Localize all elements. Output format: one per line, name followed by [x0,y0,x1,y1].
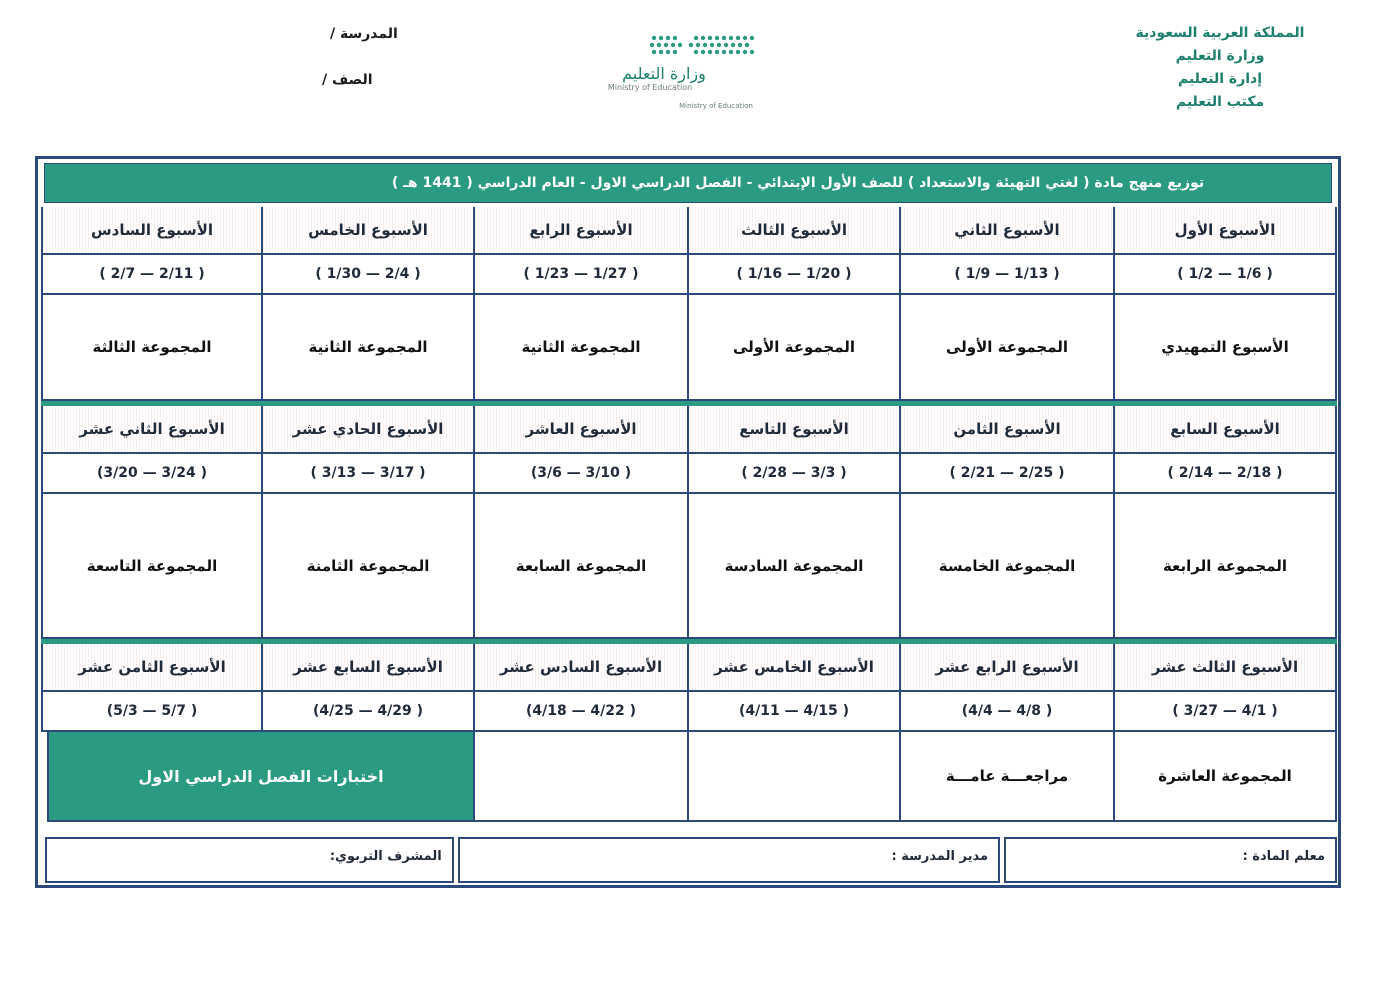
date-cell: ( 1/23 — 1/27 ) [473,255,687,295]
week-header-cell: الأسبوع الثاني [899,207,1113,255]
signature-row [41,837,1337,883]
date-cell: ( 1/9 — 1/13 ) [899,255,1113,295]
ministry-logo [592,30,762,115]
content-cell: المجموعة التاسعة [41,494,261,639]
date-cell: ( 1/30 — 2/4 ) [261,255,473,295]
content-row [41,295,1337,401]
date-row [41,255,1337,295]
content-cell: المجموعة الثانية [473,295,687,401]
week-header-cell: الأسبوع الخامس [261,207,473,255]
class-label: الصف / [322,72,373,88]
ministry-line: المملكة العربية السعودية [1135,25,1305,41]
date-cell: ( 2/14 — 2/18 ) [1113,454,1337,494]
content-cell: المجموعة الأولى [899,295,1113,401]
logo-arabic: وزارة التعليم [622,64,706,83]
exam-cell: اختبارات الفصل الدراسي الاول [47,732,473,822]
content-cell: المجموعة الرابعة [1113,494,1337,639]
content-cell: المجموعة الثانية [261,295,473,401]
curriculum-table [35,156,1341,888]
date-cell: (4/25 — 4/29 ) [261,692,473,732]
logo-english-small: Ministry of Education [679,102,753,110]
date-cell: ( 2/7 — 2/11 ) [41,255,261,295]
ministry-header [1130,22,1310,114]
teacher-signature: معلم المادة : [1004,837,1337,883]
date-cell: (4/4 — 4/8 ) [899,692,1113,732]
week-header-cell: الأسبوع الثالث عشر [1113,644,1337,692]
content-cell: الأسبوع التمهيدي [1113,295,1337,401]
content-cell: مراجعـــة عامـــة [899,732,1113,822]
date-cell: ( 1/16 — 1/20 ) [687,255,899,295]
content-cell [473,732,687,822]
week-header-cell: الأسبوع الرابع [473,207,687,255]
week-header-cell: الأسبوع السادس [41,207,261,255]
date-cell: ( 3/13 — 3/17 ) [261,454,473,494]
table-title [44,163,1332,203]
date-cell: (5/3 — 5/7 ) [41,692,261,732]
week-header-cell: الأسبوع الثاني عشر [41,406,261,454]
content-row [41,494,1337,639]
date-cell: ( 2/21 — 2/25 ) [899,454,1113,494]
supervisor-signature: المشرف التربوي: [45,837,454,883]
table-title-text: توزيع منهج مادة ( لغتي التهيئة والاستعداد ) للصف الأول الإبتدائي - الفصل الدراسي الاول - العام الدراسي ( 1441 هـ ) [391,175,1205,191]
date-cell: (4/18 — 4/22 ) [473,692,687,732]
content-cell: المجموعة الخامسة [899,494,1113,639]
week-header-cell: الأسبوع العاشر [473,406,687,454]
week-header-row [41,207,1337,255]
date-cell: ( 1/2 — 1/6 ) [1113,255,1337,295]
date-row [41,692,1337,732]
date-cell: (4/11 — 4/15 ) [687,692,899,732]
week-header-cell: الأسبوع السابع [1113,406,1337,454]
week-header-cell: الأسبوع الثامن [899,406,1113,454]
content-cell: المجموعة السادسة [687,494,899,639]
content-cell: المجموعة الثامنة [261,494,473,639]
date-cell: (3/6 — 3/10 ) [473,454,687,494]
ministry-line: مكتب التعليم [1175,94,1265,110]
content-cell: المجموعة الأولى [687,295,899,401]
date-cell: (3/20 — 3/24 ) [41,454,261,494]
content-cell: المجموعة الثالثة [41,295,261,401]
week-header-cell: الأسبوع الخامس عشر [687,644,899,692]
date-cell: ( 3/27 — 4/1 ) [1113,692,1337,732]
principal-signature: مدير المدرسة : [458,837,1000,883]
week-header-cell: الأسبوع الثامن عشر [41,644,261,692]
week-header-cell: الأسبوع الثالث [687,207,899,255]
ministry-line: وزارة التعليم [1175,48,1265,64]
school-label: المدرسة / [330,26,398,42]
week-header-cell: الأسبوع التاسع [687,406,899,454]
week-header-cell: الأسبوع الحادي عشر [261,406,473,454]
content-cell: المجموعة السابعة [473,494,687,639]
ministry-line: إدارة التعليم [1177,71,1263,87]
content-cell: المجموعة العاشرة [1113,732,1337,822]
week-header-cell: الأسبوع السابع عشر [261,644,473,692]
logo-english: Ministry of Education [607,83,693,92]
table-grid [41,207,1337,822]
content-cell [687,732,899,822]
date-cell: ( 2/28 — 3/3 ) [687,454,899,494]
date-row [41,454,1337,494]
content-row [41,732,1337,822]
week-header-cell: الأسبوع السادس عشر [473,644,687,692]
week-header-row [41,644,1337,692]
week-header-cell: الأسبوع الرابع عشر [899,644,1113,692]
week-header-row [41,406,1337,454]
week-header-cell: الأسبوع الأول [1113,207,1337,255]
